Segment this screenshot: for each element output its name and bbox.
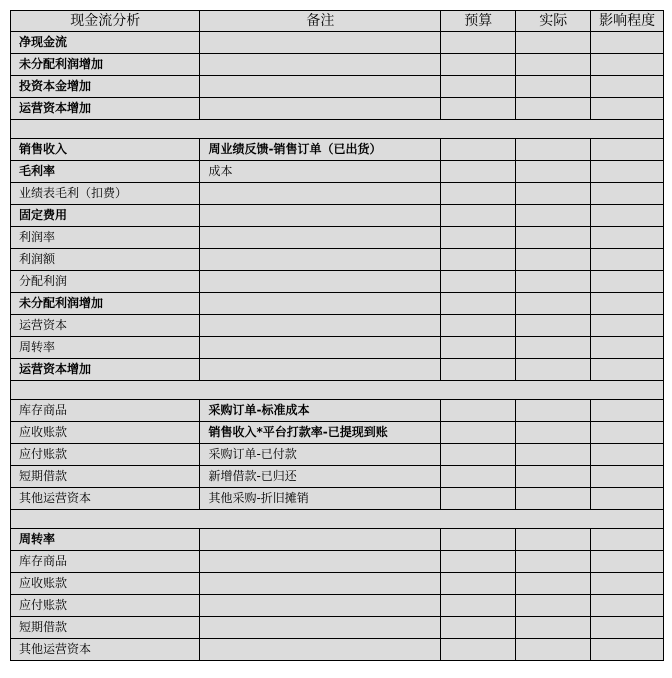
item-cell[interactable]: 未分配利润增加 xyxy=(11,54,200,76)
actual-cell[interactable] xyxy=(516,488,591,510)
actual-cell[interactable] xyxy=(516,139,591,161)
section-gap xyxy=(11,381,664,400)
note-cell[interactable] xyxy=(200,639,441,661)
note-cell[interactable] xyxy=(200,359,441,381)
actual-cell[interactable] xyxy=(516,595,591,617)
item-cell[interactable]: 投资本金增加 xyxy=(11,76,200,98)
impact-cell[interactable] xyxy=(591,227,664,249)
impact-cell[interactable] xyxy=(591,422,664,444)
impact-cell[interactable] xyxy=(591,76,664,98)
note-cell[interactable] xyxy=(200,337,441,359)
impact-cell[interactable] xyxy=(591,359,664,381)
actual-cell[interactable] xyxy=(516,32,591,54)
actual-cell[interactable] xyxy=(516,617,591,639)
actual-cell[interactable] xyxy=(516,422,591,444)
header-note[interactable]: 备注 xyxy=(200,11,441,32)
actual-cell[interactable] xyxy=(516,183,591,205)
budget-cell[interactable] xyxy=(441,76,516,98)
budget-cell[interactable] xyxy=(441,359,516,381)
impact-cell[interactable] xyxy=(591,271,664,293)
note-cell[interactable] xyxy=(200,293,441,315)
table-row xyxy=(11,400,664,422)
item-cell[interactable]: 应付账款 xyxy=(11,595,200,617)
actual-cell[interactable] xyxy=(516,551,591,573)
note-cell[interactable] xyxy=(200,54,441,76)
item-cell[interactable]: 应付账款 xyxy=(11,444,200,466)
item-cell[interactable]: 分配利润 xyxy=(11,271,200,293)
budget-cell[interactable] xyxy=(441,227,516,249)
actual-cell[interactable] xyxy=(516,54,591,76)
impact-cell[interactable] xyxy=(591,293,664,315)
budget-cell[interactable] xyxy=(441,183,516,205)
item-cell[interactable]: 净现金流 xyxy=(11,32,200,54)
item-cell[interactable]: 固定费用 xyxy=(11,205,200,227)
header-impact[interactable]: 影响程度 xyxy=(591,11,664,32)
item-cell[interactable]: 短期借款 xyxy=(11,466,200,488)
item-cell[interactable]: 毛利率 xyxy=(11,161,200,183)
actual-cell[interactable] xyxy=(516,337,591,359)
table-row xyxy=(11,139,664,161)
actual-cell[interactable] xyxy=(516,271,591,293)
note-cell[interactable] xyxy=(200,76,441,98)
budget-cell[interactable] xyxy=(441,617,516,639)
actual-cell[interactable] xyxy=(516,359,591,381)
item-cell[interactable]: 其他运营资本 xyxy=(11,488,200,510)
note-cell[interactable]: 周业绩反馈-销售订单（已出货） xyxy=(200,139,441,161)
note-cell[interactable]: 销售收入*平台打款率-已提现到账 xyxy=(200,422,441,444)
item-cell[interactable]: 销售收入 xyxy=(11,139,200,161)
header-item[interactable]: 现金流分析 xyxy=(11,11,200,32)
note-cell[interactable] xyxy=(200,315,441,337)
header-budget[interactable]: 预算 xyxy=(441,11,516,32)
actual-cell[interactable] xyxy=(516,573,591,595)
budget-cell[interactable] xyxy=(441,400,516,422)
impact-cell[interactable] xyxy=(591,249,664,271)
budget-cell[interactable] xyxy=(441,271,516,293)
table-row xyxy=(11,422,664,444)
actual-cell[interactable] xyxy=(516,466,591,488)
table-row xyxy=(11,595,664,617)
item-cell[interactable]: 周转率 xyxy=(11,529,200,551)
note-cell[interactable] xyxy=(200,529,441,551)
actual-cell[interactable] xyxy=(516,76,591,98)
impact-cell[interactable] xyxy=(591,529,664,551)
item-cell[interactable]: 利润率 xyxy=(11,227,200,249)
gap-cell xyxy=(11,120,664,139)
section-gap xyxy=(11,510,664,529)
impact-cell[interactable] xyxy=(591,466,664,488)
note-cell[interactable] xyxy=(200,573,441,595)
table-body xyxy=(11,32,664,661)
actual-cell[interactable] xyxy=(516,227,591,249)
note-cell[interactable] xyxy=(200,183,441,205)
table-row xyxy=(11,32,664,54)
table-row xyxy=(11,54,664,76)
table-row xyxy=(11,271,664,293)
note-cell[interactable]: 成本 xyxy=(200,161,441,183)
item-cell[interactable]: 库存商品 xyxy=(11,551,200,573)
item-cell[interactable]: 库存商品 xyxy=(11,400,200,422)
table-row xyxy=(11,315,664,337)
budget-cell[interactable] xyxy=(441,205,516,227)
budget-cell[interactable] xyxy=(441,573,516,595)
actual-cell[interactable] xyxy=(516,161,591,183)
section-gap xyxy=(11,120,664,139)
table-row xyxy=(11,488,664,510)
actual-cell[interactable] xyxy=(516,249,591,271)
budget-cell[interactable] xyxy=(441,32,516,54)
table-row xyxy=(11,205,664,227)
impact-cell[interactable] xyxy=(591,337,664,359)
budget-cell[interactable] xyxy=(441,422,516,444)
impact-cell[interactable] xyxy=(591,54,664,76)
impact-cell[interactable] xyxy=(591,400,664,422)
table-row xyxy=(11,639,664,661)
table-row xyxy=(11,183,664,205)
header-actual[interactable]: 实际 xyxy=(516,11,591,32)
impact-cell[interactable] xyxy=(591,551,664,573)
note-cell[interactable]: 新增借款-已归还 xyxy=(200,466,441,488)
impact-cell[interactable] xyxy=(591,573,664,595)
gap-cell xyxy=(11,510,664,529)
table-row xyxy=(11,98,664,120)
note-cell[interactable]: 其他采购-折旧摊销 xyxy=(200,488,441,510)
item-cell[interactable]: 运营资本增加 xyxy=(11,359,200,381)
item-cell[interactable]: 运营资本 xyxy=(11,315,200,337)
note-cell[interactable] xyxy=(200,551,441,573)
table-row xyxy=(11,551,664,573)
budget-cell[interactable] xyxy=(441,337,516,359)
note-cell[interactable] xyxy=(200,617,441,639)
impact-cell[interactable] xyxy=(591,595,664,617)
impact-cell[interactable] xyxy=(591,444,664,466)
impact-cell[interactable] xyxy=(591,617,664,639)
actual-cell[interactable] xyxy=(516,400,591,422)
table-row xyxy=(11,227,664,249)
item-cell[interactable]: 应收账款 xyxy=(11,573,200,595)
table-row xyxy=(11,337,664,359)
budget-cell[interactable] xyxy=(441,139,516,161)
table-row xyxy=(11,359,664,381)
actual-cell[interactable] xyxy=(516,205,591,227)
item-cell[interactable]: 运营资本增加 xyxy=(11,98,200,120)
budget-cell[interactable] xyxy=(441,551,516,573)
item-cell[interactable]: 周转率 xyxy=(11,337,200,359)
table-row xyxy=(11,161,664,183)
actual-cell[interactable] xyxy=(516,639,591,661)
note-cell[interactable] xyxy=(200,271,441,293)
item-cell[interactable]: 未分配利润增加 xyxy=(11,293,200,315)
impact-cell[interactable] xyxy=(591,315,664,337)
budget-cell[interactable] xyxy=(441,315,516,337)
note-cell[interactable]: 采购订单-标准成本 xyxy=(200,400,441,422)
note-cell[interactable] xyxy=(200,227,441,249)
actual-cell[interactable] xyxy=(516,293,591,315)
budget-cell[interactable] xyxy=(441,466,516,488)
budget-cell[interactable] xyxy=(441,293,516,315)
budget-cell[interactable] xyxy=(441,529,516,551)
gap-cell xyxy=(11,381,664,400)
note-cell[interactable] xyxy=(200,595,441,617)
note-cell[interactable] xyxy=(200,98,441,120)
actual-cell[interactable] xyxy=(516,315,591,337)
impact-cell[interactable] xyxy=(591,488,664,510)
item-cell[interactable]: 利润额 xyxy=(11,249,200,271)
actual-cell[interactable] xyxy=(516,98,591,120)
impact-cell[interactable] xyxy=(591,205,664,227)
header-row xyxy=(11,11,664,32)
item-cell[interactable]: 短期借款 xyxy=(11,617,200,639)
table-row xyxy=(11,573,664,595)
cash-flow-table xyxy=(10,10,664,661)
budget-cell[interactable] xyxy=(441,639,516,661)
note-cell[interactable]: 采购订单-已付款 xyxy=(200,444,441,466)
table-row xyxy=(11,444,664,466)
table-row xyxy=(11,249,664,271)
item-cell[interactable]: 应收账款 xyxy=(11,422,200,444)
impact-cell[interactable] xyxy=(591,183,664,205)
actual-cell[interactable] xyxy=(516,529,591,551)
table-row xyxy=(11,76,664,98)
item-cell[interactable]: 业绩表毛利（扣费） xyxy=(11,183,200,205)
impact-cell[interactable] xyxy=(591,161,664,183)
table-row xyxy=(11,617,664,639)
table-row xyxy=(11,529,664,551)
impact-cell[interactable] xyxy=(591,32,664,54)
note-cell[interactable] xyxy=(200,205,441,227)
item-cell[interactable]: 其他运营资本 xyxy=(11,639,200,661)
budget-cell[interactable] xyxy=(441,98,516,120)
budget-cell[interactable] xyxy=(441,595,516,617)
budget-cell[interactable] xyxy=(441,249,516,271)
actual-cell[interactable] xyxy=(516,444,591,466)
note-cell[interactable] xyxy=(200,249,441,271)
impact-cell[interactable] xyxy=(591,639,664,661)
budget-cell[interactable] xyxy=(441,444,516,466)
impact-cell[interactable] xyxy=(591,139,664,161)
table-row xyxy=(11,466,664,488)
budget-cell[interactable] xyxy=(441,161,516,183)
budget-cell[interactable] xyxy=(441,54,516,76)
note-cell[interactable] xyxy=(200,32,441,54)
table-row xyxy=(11,293,664,315)
impact-cell[interactable] xyxy=(591,98,664,120)
budget-cell[interactable] xyxy=(441,488,516,510)
